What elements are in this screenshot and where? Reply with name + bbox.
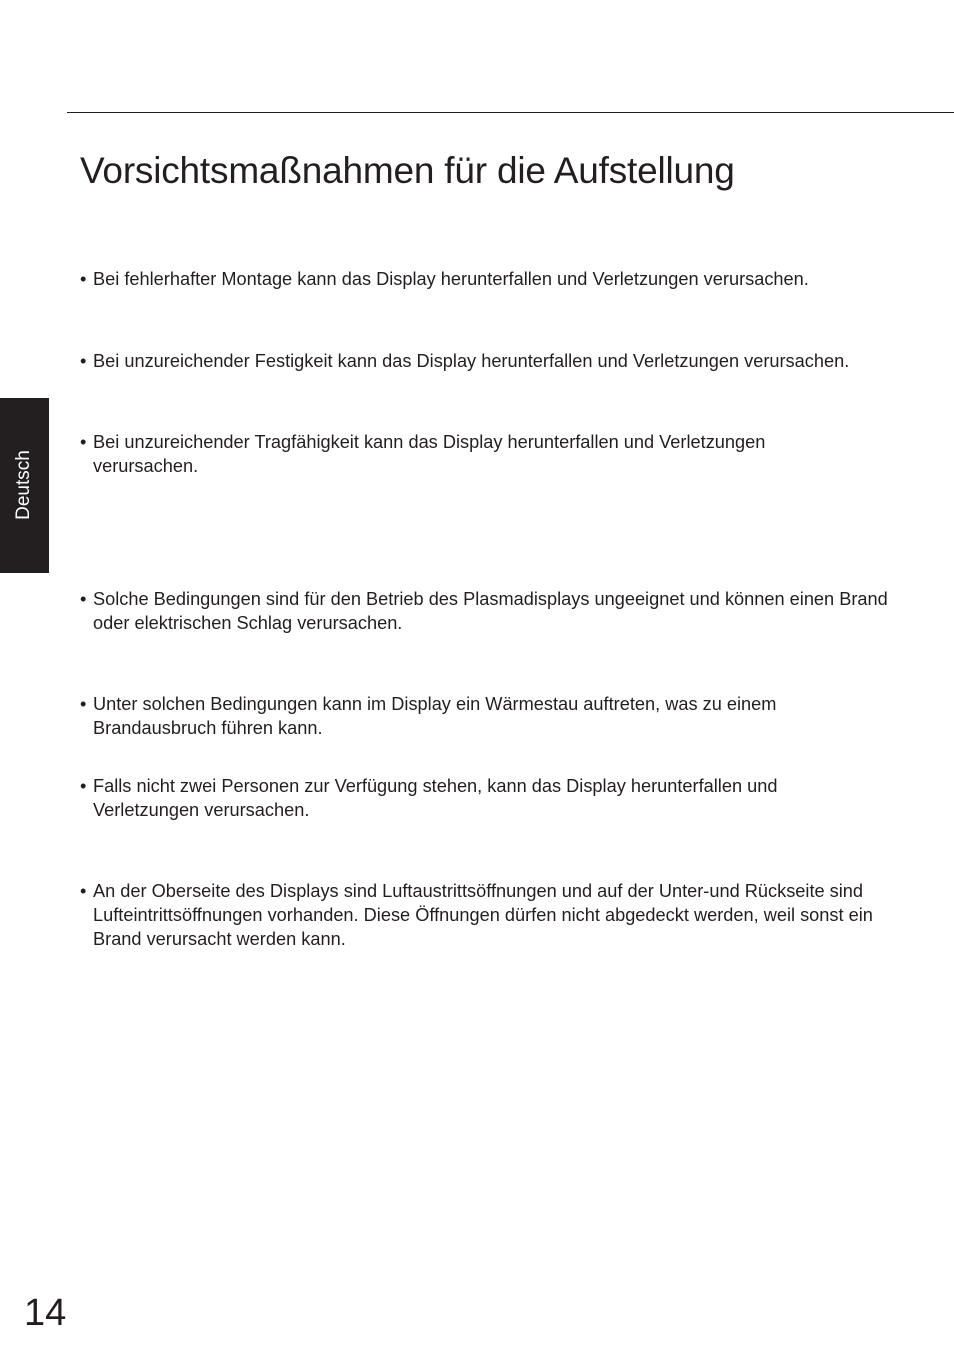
page-title: Vorsichtsmaßnahmen für die Aufstellung: [80, 150, 735, 191]
list-item-text: Bei unzureichender Tragfähigkeit kann das Display herunterfallen und Verletzungen verursachen.: [93, 432, 766, 476]
bullet-icon: •: [80, 694, 87, 714]
list-item-text: Falls nicht zwei Personen zur Verfügung stehen, kann das Display herunterfallen und Verletzungen verursachen.: [93, 776, 778, 820]
bullet-icon: •: [80, 589, 87, 609]
list-item: [80, 692, 830, 740]
list-item: [80, 349, 916, 373]
list-item-text: Bei unzureichender Festigkeit kann das Display herunterfallen und Verletzungen verursachen.: [93, 351, 850, 371]
header-rule: [67, 112, 954, 113]
bullet-icon: •: [80, 881, 87, 901]
list-item: [80, 267, 916, 291]
language-tab-label: Deutsch: [13, 450, 34, 520]
bullet-icon: •: [80, 776, 87, 796]
list-item-text: An der Oberseite des Displays sind Luftaustrittsöffnungen und auf der Unter-und Rückseite sind Lufteintrittsöffnungen vorhanden. Diese Öffnungen dürfen nicht abgedeckt werden, weil sonst ein Brand verursacht werden kann.: [93, 881, 873, 949]
list-item-text: Unter solchen Bedingungen kann im Display ein Wärmestau auftreten, was zu einem Brandausbruch führen kann.: [93, 694, 777, 738]
list-item-text: Solche Bedingungen sind für den Betrieb des Plasmadisplays ungeeignet und können einen Brand oder elektrischen Schlag verursachen.: [93, 589, 888, 633]
bullet-icon: •: [80, 351, 87, 371]
list-item-text: Bei fehlerhafter Montage kann das Display herunterfallen und Verletzungen verursachen.: [93, 269, 809, 289]
list-item: [80, 430, 820, 478]
bullet-icon: •: [80, 269, 87, 289]
list-item: [80, 879, 920, 951]
list-item: [80, 774, 832, 822]
list-item: [80, 587, 892, 635]
page-number: 14: [24, 1292, 67, 1334]
bullet-icon: •: [80, 432, 87, 452]
